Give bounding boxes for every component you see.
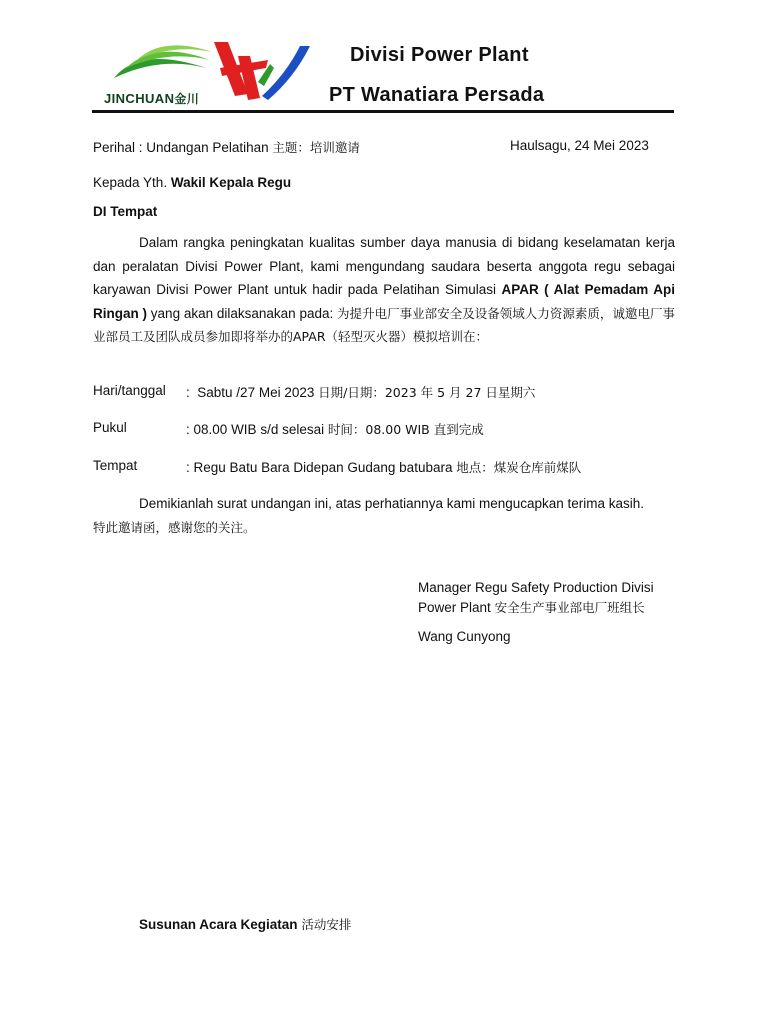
company-title: PT Wanatiara Persada: [329, 84, 545, 106]
schedule-time-label: Pukul: [93, 420, 127, 435]
schedule-place-value: : Regu Batu Bara Didepan Gudang batubara 地点：煤炭仓库前煤队: [186, 460, 582, 475]
schedule-time-value: : 08.00 WIB s/d selesai 时间：08.00 WIB 直到完成: [186, 422, 484, 437]
schedule-place-label: Tempat: [93, 458, 138, 473]
signer-name: Wang Cunyong: [418, 629, 511, 644]
recipient-line: Kepada Yth. Wakil Kepala Regu: [93, 175, 292, 190]
division-title: Divisi Power Plant: [350, 44, 529, 66]
schedule-date-value: : Sabtu /27 Mei 2023 日期/日期：2023 年 5 月 27 日星期六: [186, 385, 536, 400]
agenda-heading: Susunan Acara Kegiatan 活动安排: [139, 917, 352, 932]
signer-title: Manager Regu Safety Production Divisi Power Plant 安全生产事业部电厂班组长: [418, 580, 654, 615]
logo-wordmark: JINCHUAN金川: [104, 91, 200, 106]
schedule-date-label: Hari/tanggal: [93, 383, 166, 398]
signature-block: [418, 578, 678, 647]
recipient-location: DI Tempat: [93, 204, 158, 219]
letter-date: Haulsagu, 24 Mei 2023: [510, 138, 649, 153]
closing-paragraph: Demikianlah surat undangan ini, atas perhatiannya kami mengucapkan terima kasih. 特此邀请函，感谢您的关注。: [93, 496, 645, 535]
header-divider: [92, 110, 674, 113]
company-logo: [98, 38, 314, 110]
body-paragraph: Dalam rangka peningkatan kualitas sumber daya manusia di bidang keselamatan kerja dan peralatan Divisi Power Plant, kami mengundang saudara beserta anggota regu sebagai karyawan Divisi Power Plant untuk hadir pada Pelatihan Simulasi APAR ( Alat Pemadam Api Ringan ) yang akan dilaksanakan pada: 为提升电厂事业部安全及设备领域人力资源素质，诚邀电厂事业部员工及团队成员参加即将举办的APAR（轻型灭火器）模拟培训在：: [93, 235, 676, 344]
subject-line: Perihal : Undangan Pelatihan 主题：培训邀请: [93, 140, 360, 155]
